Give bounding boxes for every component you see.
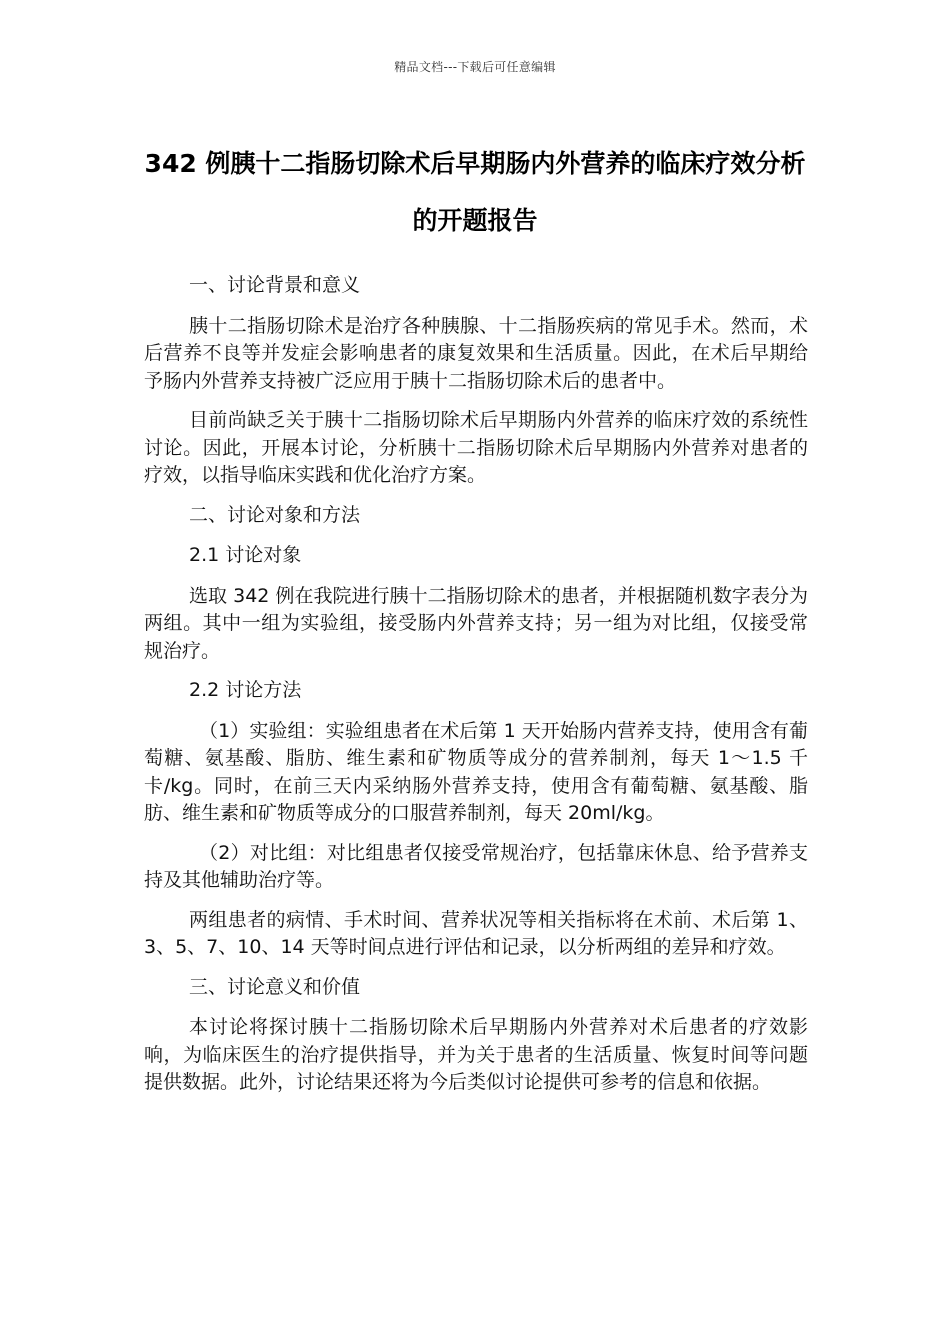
method-paragraph: （2）对比组：对比组患者仅接受常规治疗，包括靠床休息、给予营养支持及其他辅助治疗等。 <box>144 841 808 891</box>
section-heading: 二、讨论对象和方法 <box>189 503 361 526</box>
body-paragraph: 胰十二指肠切除术是治疗各种胰腺、十二指肠疾病的常见手术。然而，术后营养不良等并发症会影响患者的康复效果和生活质量。因此，在术后早期给予肠内外营养支持被广泛应用于胰十二指肠切除术后的患者中。 <box>144 314 808 392</box>
document-body <box>144 272 808 1109</box>
body-paragraph: 目前尚缺乏关于胰十二指肠切除术后早期肠内外营养的临床疗效的系统性讨论。因此，开展本讨论，分析胰十二指肠切除术后早期肠内外营养对患者的疗效，以指导临床实践和优化治疗方案。 <box>144 409 808 486</box>
body-paragraph: 本讨论将探讨胰十二指肠切除术后早期肠内外营养对术后患者的疗效影响，为临床医生的治疗提供指导，并为关于患者的生活质量、恢复时间等问题提供数据。此外，讨论结果还将为今后类似讨论提供可参考的信息和依据。 <box>144 1016 808 1093</box>
document-title: 342 例胰十二指肠切除术后早期肠内外营养的临床疗效分析的开题报告 <box>144 149 806 235</box>
section-heading: 一、讨论背景和意义 <box>189 274 361 296</box>
subsection-heading: 2.2 讨论方法 <box>189 679 302 701</box>
subsection-heading: 2.1 讨论对象 <box>189 544 302 566</box>
method-paragraph: （1）实验组：实验组患者在术后第 1 天开始肠内营养支持，使用含有葡萄糖、氨基酸、脂肪、维生素和矿物质等成分的营养制剂，每天 1～1.5 千卡/kg。同时，在前三天内采纳肠外营养支持，使用含有葡萄糖、氨基酸、脂肪、维生素和矿物质等成分的口服营养制剂，每天 20ml/kg。 <box>144 719 808 824</box>
page-header-note: 精品文档---下载后可任意编辑 <box>394 60 556 74</box>
section-heading: 三、讨论意义和价值 <box>189 975 361 998</box>
body-paragraph: 两组患者的病情、手术时间、营养状况等相关指标将在术前、术后第 1、3、5、7、10、14 天等时间点进行评估和记录，以分析两组的差异和疗效。 <box>144 908 808 958</box>
body-paragraph: 选取 342 例在我院进行胰十二指肠切除术的患者，并根据随机数字表分为两组。其中一组为实验组，接受肠内外营养支持；另一组为对比组，仅接受常规治疗。 <box>144 584 808 662</box>
